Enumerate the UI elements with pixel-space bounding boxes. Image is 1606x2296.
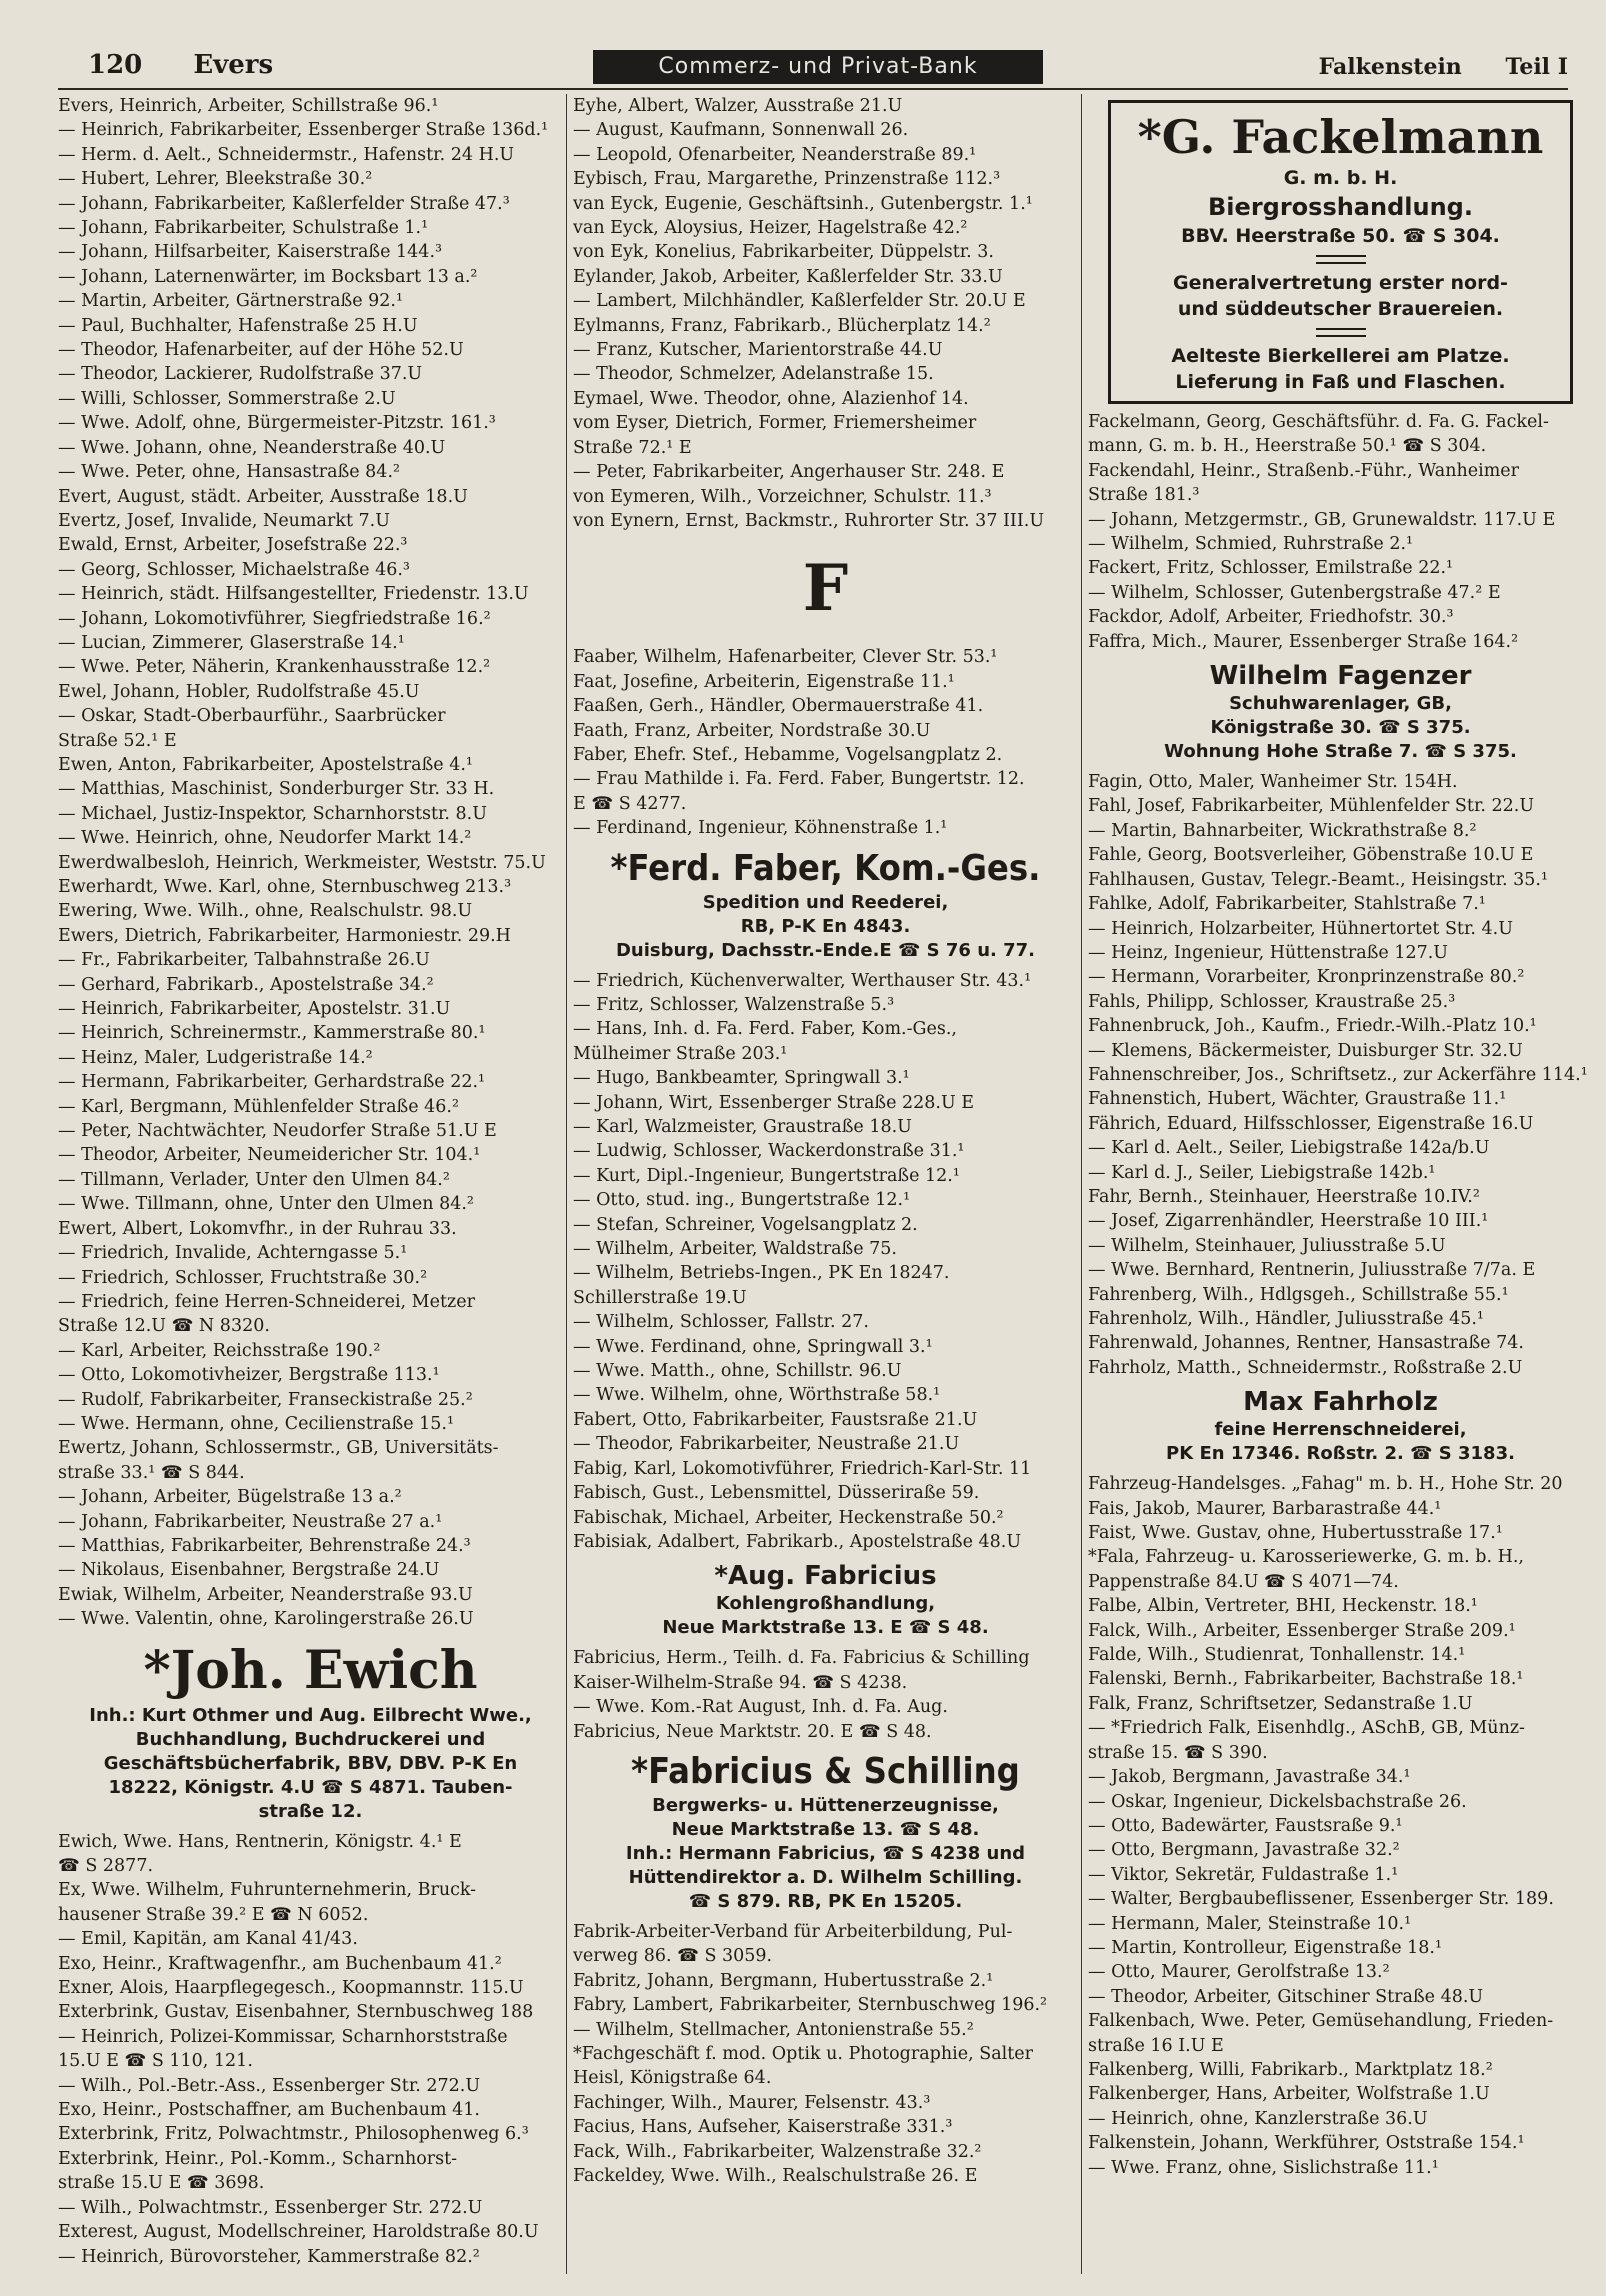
ad-lines	[1088, 1418, 1593, 1466]
directory-entry: — Wwe. Heinrich, ohne, Neudorfer Markt 14.²	[58, 828, 472, 849]
entry-list	[58, 1830, 563, 2269]
column-3	[1088, 94, 1593, 2274]
ad-line: und süddeutscher Brauereien.	[1177, 298, 1504, 320]
directory-entry: hausener Straße 39.² E ☎ N 6052.	[58, 1904, 369, 1925]
directory-entry: Exterbrink, Gustav, Eisenbahner, Sternbuschweg 188	[58, 2002, 534, 2023]
directory-entry: — Oskar, Stadt-Oberbaurführ., Saarbrücker	[58, 706, 446, 727]
directory-entry: — Fritz, Schlosser, Walzenstraße 5.³	[573, 994, 895, 1015]
directory-entry: Straße 12.U ☎ N 8320.	[58, 1316, 270, 1337]
ad-line: straße 12.	[258, 1800, 363, 1822]
directory-entry: — Hermann, Fabrikarbeiter, Gerhardstraße 22.¹	[58, 1072, 486, 1093]
directory-entry: — Otto, stud. ing., Bungertstraße 12.¹	[573, 1190, 911, 1211]
directory-entry: Eylander, Jakob, Arbeiter, Kaßlerfelder Str. 33.U	[573, 266, 1003, 287]
page-header	[58, 46, 1568, 86]
directory-entry: Fahrzeug-Handelsges. „Fahag" m. b. H., Hohe Str. 20	[1088, 1474, 1563, 1495]
directory-entry: Fack, Wilh., Fabrikarbeiter, Walzenstraße 32.²	[573, 2141, 982, 2162]
directory-entry: — Otto, Bergmann, Javastraße 32.²	[1088, 1840, 1400, 1861]
directory-entry: Fabisiak, Adalbert, Fabrikarb., Apostelstraße 48.U	[573, 1531, 1022, 1552]
directory-entry: — Josef, Zigarrenhändler, Heerstraße 10 III.¹	[1088, 1211, 1489, 1232]
directory-entry: Exterest, August, Modellschreiner, Haroldstraße 80.U	[58, 2222, 539, 2243]
directory-entry: Fackert, Fritz, Schlosser, Emilstraße 22.¹	[1088, 558, 1454, 579]
directory-page	[58, 46, 1588, 2276]
directory-entry: — Wwe. Tillmann, ohne, Unter den Ulmen 84.²	[58, 1194, 474, 1215]
directory-entry: Ex, Wwe. Wilhelm, Fuhrunternehmerin, Bruck-	[58, 1880, 477, 1901]
directory-entry: Fabig, Karl, Lokomotivführer, Friedrich-Karl-Str. 11	[573, 1458, 1032, 1479]
ad-faber	[573, 847, 1078, 963]
directory-entry: — Heinrich, Holzarbeiter, Hühnertortet Str. 4.U	[1088, 918, 1513, 939]
directory-entry: — Friedrich, Schlosser, Fruchtstraße 30.²	[58, 1267, 428, 1288]
directory-entry: — Peter, Nachtwächter, Neudorfer Straße 51.U E	[58, 1121, 497, 1142]
directory-entry: — Wilh., Pol.-Betr.-Ass., Essenberger Str. 272.U	[58, 2075, 481, 2096]
entry-list	[573, 1920, 1078, 2188]
entry-list	[58, 94, 563, 1632]
directory-entry: — Leopold, Ofenarbeiter, Neanderstraße 89.¹	[573, 144, 977, 165]
ad-title: *G. Fackelmann	[1137, 110, 1544, 164]
directory-entry: Faaßen, Gerh., Händler, Obermauerstraße 41.	[573, 696, 984, 717]
directory-entry: — Wwe. Wilhelm, ohne, Wörthstraße 58.¹	[573, 1385, 941, 1406]
ad-line: 18222, Königstr. 4.U ☎ S 4871. Tauben-	[108, 1776, 513, 1798]
directory-entry: — Otto, Lokomotivheizer, Bergstraße 113.¹	[58, 1365, 440, 1386]
directory-entry: — Karl d. J., Seiler, Liebigstraße 142b.¹	[1088, 1162, 1436, 1183]
ad-line: Inh.: Kurt Othmer und Aug. Eilbrecht Wwe.,	[89, 1704, 532, 1726]
directory-entry: — Wwe. Kom.-Rat August, Inh. d. Fa. Aug.	[573, 1697, 948, 1718]
ad-line: Neue Marktstraße 13. E ☎ S 48.	[662, 1617, 989, 1639]
ad-fagenzer	[1088, 660, 1593, 764]
directory-entry: — Wilhelm, Steinhauer, Juliusstraße 5.U	[1088, 1235, 1446, 1256]
directory-entry: — Kurt, Dipl.-Ingenieur, Bungertstraße 12.¹	[573, 1165, 960, 1186]
directory-entry: Fabisch, Gust., Lebensmittel, Düsseriraße 59.	[573, 1483, 980, 1504]
directory-entry: Ewering, Wwe. Wilh., ohne, Realschulstr. 98.U	[58, 901, 473, 922]
directory-entry: E ☎ S 4277.	[573, 793, 687, 814]
directory-entry: — Michael, Justiz-Inspektor, Scharnhorststr. 8.U	[58, 803, 487, 824]
directory-entry: Fackelmann, Georg, Geschäftsführ. d. Fa. G. Fackel-	[1088, 412, 1549, 432]
ad-line: Biergrosshandlung.	[1208, 193, 1473, 221]
header-right	[1283, 54, 1568, 80]
directory-entry: — Lambert, Milchhändler, Kaßlerfelder Str. 20.U E	[573, 291, 1026, 312]
ad-line: Hüttendirektor a. D. Wilhelm Schilling.	[628, 1866, 1023, 1888]
directory-entry: straße 15. ☎ S 390.	[1088, 1742, 1268, 1763]
directory-entry: — Ferdinand, Ingenieur, Köhnenstraße 1.¹	[573, 818, 948, 839]
directory-entry: *Fachgeschäft f. mod. Optik u. Photographie, Salter	[573, 2043, 1033, 2064]
ad-line: BBV. Heerstraße 50. ☎ S 304.	[1181, 225, 1500, 247]
directory-entry: — Martin, Bahnarbeiter, Wickrathstraße 8.²	[1088, 820, 1477, 841]
directory-entry: — Theodor, Fabrikarbeiter, Neustraße 21.U	[573, 1434, 960, 1455]
directory-entry: Eymael, Wwe. Theodor, ohne, Alazienhof 14.	[573, 388, 969, 409]
directory-entry: — Karl, Arbeiter, Reichsstraße 190.²	[58, 1340, 381, 1361]
part-label: Teil I	[1505, 54, 1568, 80]
directory-entry: — Heinrich, Fabrikarbeiter, Apostelstr. 31.U	[58, 999, 451, 1020]
directory-entry: Fahrenholz, Wilh., Händler, Juliusstraße 45.¹	[1088, 1309, 1484, 1329]
directory-entry: — Theodor, Schmelzer, Adelanstraße 15.	[573, 364, 934, 385]
entry-list	[1088, 410, 1593, 654]
directory-entry: — Karl, Walzmeister, Graustraße 18.U	[573, 1117, 912, 1137]
ad-title: Max Fahrholz	[1243, 1387, 1438, 1418]
directory-entry: — Heinrich, ohne, Kanzlerstraße 36.U	[1088, 2108, 1428, 2129]
directory-entry: straße 33.¹ ☎ S 844.	[58, 1462, 245, 1483]
directory-entry: Ewald, Ernst, Arbeiter, Josefstraße 22.³	[58, 535, 408, 556]
directory-entry: — Friedrich, feine Herren-Schneiderei, Metzer	[58, 1291, 475, 1312]
directory-entry: — Emil, Kapitän, am Kanal 41/43.	[58, 1929, 358, 1950]
ad-fabricius	[573, 1560, 1078, 1640]
directory-entry: — Friedrich, Küchenverwalter, Werthauser Str. 43.¹	[573, 970, 1032, 991]
directory-entry: Exo, Heinr., Postschaffner, am Buchenbaum 41.	[58, 2100, 480, 2121]
directory-entry: — Friedrich, Invalide, Achterngasse 5.¹	[58, 1243, 408, 1264]
directory-entry: — Martin, Kontrolleur, Eigenstraße 18.¹	[1088, 1937, 1443, 1958]
directory-entry: — Gerhard, Fabrikarb., Apostelstraße 34.²	[58, 974, 434, 995]
directory-entry: Pappenstraße 84.U ☎ S 4071—74.	[1088, 1571, 1399, 1592]
directory-entry: — Johann, Metzgermstr., GB, Grunewaldstr. 117.U E	[1088, 509, 1556, 530]
directory-entry: Falkenberger, Hans, Arbeiter, Wolfstraße 1.U	[1088, 2084, 1490, 2105]
ad-title: *Aug. Fabricius	[714, 1561, 937, 1592]
bank-banner: Commerz- und Privat-Bank	[593, 50, 1043, 84]
directory-entry: — Wwe. Hermann, ohne, Cecilienstraße 15.¹	[58, 1413, 454, 1434]
directory-entry: Ewert, Albert, Lokomvfhr., in der Ruhrau 33.	[58, 1218, 457, 1239]
directory-entry: Evers, Heinrich, Arbeiter, Schillstraße 96.¹	[58, 96, 439, 116]
directory-entry: Ewerhardt, Wwe. Karl, ohne, Sternbuschweg 213.³	[58, 877, 512, 897]
directory-entry: — Heinrich, Fabrikarbeiter, Essenberger Straße 136d.¹	[58, 120, 549, 141]
directory-entry: van Eyck, Aloysius, Heizer, Hagelstraße 42.²	[573, 218, 968, 239]
directory-entry: Eylmanns, Franz, Fabrikarb., Blücherplatz 14.²	[573, 315, 991, 336]
ad-title: *Ferd. Faber, Kom.-Ges.	[610, 847, 1041, 889]
directory-entry: Evertz, Josef, Invalide, Neumarkt 7.U	[58, 510, 390, 531]
directory-entry: Exner, Alois, Haarpflegegesch., Koopmannstr. 115.U	[58, 1978, 524, 1999]
separator	[1316, 328, 1366, 337]
directory-entry: straße 16 I.U E	[1088, 2035, 1224, 2056]
column-divider	[1081, 94, 1082, 2274]
directory-entry: *Fala, Fahrzeug- u. Karosseriewerke, G. m. b. H.,	[1088, 1547, 1524, 1568]
directory-entry: — Matthias, Maschinist, Sonderburger Str. 33 H.	[58, 779, 495, 800]
ad-line: G. m. b. H.	[1283, 167, 1398, 189]
ad-line: Neue Marktstraße 13. ☎ S 48.	[671, 1818, 980, 1840]
directory-entry: — Heinrich, Bürovorsteher, Kammerstraße 82.²	[58, 2246, 480, 2267]
directory-entry: 15.U E ☎ S 110, 121.	[58, 2051, 253, 2072]
ad-line: Lieferung in Faß und Flaschen.	[1175, 371, 1506, 393]
directory-entry: Fahnenschreiber, Jos., Schriftsetz., zur Ackerfähre 114.¹	[1088, 1064, 1588, 1085]
directory-entry: Fahrenberg, Wilh., Hdlgsgeh., Schillstraße 55.¹	[1088, 1284, 1509, 1305]
directory-entry: — Rudolf, Fabrikarbeiter, Franseckistraße 25.²	[58, 1389, 473, 1410]
directory-entry: — Franz, Kutscher, Marientorstraße 44.U	[573, 340, 943, 361]
head-word: Evers	[193, 50, 274, 80]
ad-line: PK En 17346. Roßstr. 2. ☎ S 3183.	[1166, 1443, 1515, 1465]
directory-entry: Fackendahl, Heinr., Straßenb.-Führ., Wanheimer	[1088, 460, 1520, 481]
directory-entry: Faath, Franz, Arbeiter, Nordstraße 30.U	[573, 720, 931, 741]
directory-entry: — *Friedrich Falk, Eisenhdlg., ASchB, GB, Münz-	[1088, 1718, 1525, 1739]
directory-entry: Fahnenstich, Hubert, Wächter, Graustraße 11.¹	[1088, 1089, 1507, 1110]
directory-entry: — Wwe. Matth., ohne, Schillstr. 96.U	[573, 1361, 902, 1382]
directory-entry: — Theodor, Arbeiter, Neumeidericher Str. 104.¹	[58, 1145, 481, 1166]
directory-entry: ☎ S 2877.	[58, 1856, 154, 1876]
directory-entry: Fabrik-Arbeiter-Verband für Arbeiterbildung, Pul-	[573, 1921, 1013, 1942]
directory-entry: — Heinrich, Schreinermstr., Kammerstraße 80.¹	[58, 1023, 486, 1044]
directory-entry: Falk, Franz, Schriftsetzer, Sedanstraße 1.U	[1088, 1693, 1473, 1714]
ad-lines	[573, 1794, 1078, 1914]
entry-list	[573, 1646, 1078, 1744]
directory-entry: Fackeldey, Wwe. Wilh., Realschulstraße 26. E	[573, 2166, 978, 2186]
directory-entry: Fahle, Georg, Bootsverleiher, Göbenstraße 10.U E	[1088, 845, 1534, 866]
directory-entry: Straße 52.¹ E	[58, 730, 177, 751]
directory-entry: — Oskar, Ingenieur, Dickelsbachstraße 26.	[1088, 1791, 1467, 1812]
ad-line: Kohlengroßhandlung,	[715, 1593, 936, 1615]
directory-entry: — Nikolaus, Eisenbahner, Bergstraße 24.U	[58, 1560, 440, 1581]
directory-entry: — Fr., Fabrikarbeiter, Talbahnstraße 26.U	[58, 950, 430, 971]
directory-entry: — Wilhelm, Stellmacher, Antonienstraße 55.²	[573, 2019, 974, 2040]
directory-entry: — Wwe. Franz, ohne, Sislichstraße 11.¹	[1088, 2157, 1439, 2178]
directory-entry: — Heinz, Maler, Ludgeristraße 14.²	[58, 1047, 373, 1068]
ad-title: Wilhelm Fagenzer	[1209, 661, 1472, 692]
directory-entry: Fährich, Eduard, Hilfsschlosser, Eigenstraße 16.U	[1088, 1113, 1534, 1134]
directory-entry: — Willi, Schlosser, Sommerstraße 2.U	[58, 388, 396, 409]
directory-entry: Fahr, Bernh., Steinhauer, Heerstraße 10.IV.²	[1088, 1186, 1480, 1207]
page-number: 120	[88, 50, 143, 80]
ad-title: *Joh. Ewich	[143, 1639, 478, 1701]
directory-entry: Fahlke, Adolf, Fabrikarbeiter, Stahlstraße 7.¹	[1088, 894, 1486, 915]
directory-entry: Fahnenbruck, Joh., Kaufm., Friedr.-Wilh.-Platz 10.¹	[1088, 1016, 1537, 1037]
directory-entry: Ewiak, Wilhelm, Arbeiter, Neanderstraße 93.U	[58, 1584, 473, 1605]
directory-entry: Eyhe, Albert, Walzer, Ausstraße 21.U	[573, 96, 903, 116]
ad-line: Spedition und Reederei,	[702, 891, 949, 913]
directory-entry: — Johann, Fabrikarbeiter, Schulstraße 1.¹	[58, 218, 429, 239]
ad-fackelmann	[1108, 100, 1573, 404]
entry-list	[573, 94, 1078, 533]
ad-line: Wohnung Hohe Straße 7. ☎ S 375.	[1164, 741, 1517, 763]
directory-entry: Ewich, Wwe. Hans, Rentnerin, Königstr. 4.¹ E	[58, 1831, 462, 1852]
column-divider	[566, 94, 567, 2274]
directory-entry: Fagin, Otto, Maler, Wanheimer Str. 154H.	[1088, 772, 1458, 793]
directory-entry: Faber, Ehefr. Stef., Hebamme, Vogelsangplatz 2.	[573, 744, 1003, 765]
directory-entry: — Wilh., Polwachtmstr., Essenberger Str. 272.U	[58, 2197, 483, 2218]
directory-entry: straße 15.U E ☎ 3698.	[58, 2173, 265, 2194]
directory-entry: — Wilhelm, Schmied, Ruhrstraße 2.¹	[1088, 534, 1414, 555]
directory-entry: — Karl d. Aelt., Seiler, Liebigstraße 142a/b.U	[1088, 1138, 1490, 1159]
entry-list	[1088, 1472, 1593, 2180]
directory-entry: Fahlhausen, Gustav, Telegr.-Beamt., Heisingstr. 35.¹	[1088, 869, 1548, 890]
directory-entry: Mülheimer Straße 203.¹	[573, 1043, 788, 1064]
directory-entry: — Wilhelm, Schlosser, Fallstr. 27.	[573, 1312, 869, 1333]
directory-entry: — Jakob, Bergmann, Javastraße 34.¹	[1088, 1767, 1411, 1788]
end-word: Falkenstein	[1318, 54, 1462, 80]
directory-entry: Fabricius, Neue Marktstr. 20. E ☎ S 48.	[573, 1721, 932, 1742]
directory-entry: — Peter, Fabrikarbeiter, Angerhauser Str. 248. E	[573, 462, 1005, 483]
directory-entry: — Wwe. Peter, Näherin, Krankenhausstraße 12.²	[58, 657, 491, 678]
directory-entry: — Herm. d. Aelt., Schneidermstr., Hafenstr. 24 H.U	[58, 144, 515, 165]
directory-entry: Straße 181.³	[1088, 485, 1200, 506]
directory-entry: Straße 72.¹ E	[573, 437, 692, 458]
ad-line: Inh.: Hermann Fabricius, ☎ S 4238 und	[625, 1842, 1026, 1864]
directory-entry: Faaber, Wilhelm, Hafenarbeiter, Clever Str. 53.¹	[573, 647, 998, 668]
directory-entry: Exterbrink, Fritz, Polwachtmstr., Philosophenweg 6.³	[58, 2124, 529, 2145]
ad-line: Duisburg, Dachsstr.-Ende.E ☎ S 76 u. 77.	[615, 939, 1036, 961]
directory-entry: Fais, Jakob, Maurer, Barbarastraße 44.¹	[1088, 1498, 1442, 1519]
directory-entry: Schillerstraße 19.U	[573, 1287, 747, 1308]
directory-entry: — Frau Mathilde i. Fa. Ferd. Faber, Bungertstr. 12.	[573, 769, 1025, 790]
directory-entry: van Eyck, Eugenie, Geschäftsinh., Gutenbergstr. 1.¹	[573, 193, 1033, 214]
directory-entry: — Hermann, Maler, Steinstraße 10.¹	[1088, 1913, 1412, 1934]
directory-entry: Heisl, Königstraße 64.	[573, 2068, 772, 2089]
directory-entry: — Klemens, Bäckermeister, Duisburger Str. 32.U	[1088, 1040, 1523, 1061]
directory-entry: Eybisch, Frau, Margarethe, Prinzenstraße 112.³	[573, 169, 1001, 190]
directory-entry: Ewerdwalbesloh, Heinrich, Werkmeister, Weststr. 75.U	[58, 852, 546, 873]
directory-entry: — Theodor, Arbeiter, Gitschiner Straße 48.U	[1088, 1986, 1484, 2007]
directory-entry: — Theodor, Lackierer, Rudolfstraße 37.U	[58, 364, 423, 385]
directory-entry: Fabischak, Michael, Arbeiter, Heckenstraße 50.²	[573, 1507, 1004, 1528]
header-left	[88, 50, 315, 80]
ad-line: Aelteste Bierkellerei am Platze.	[1171, 345, 1510, 367]
directory-entry: — Hermann, Vorarbeiter, Kronprinzenstraße 80.²	[1088, 967, 1525, 988]
directory-entry: Fackdor, Adolf, Arbeiter, Friedhofstr. 30.³	[1088, 607, 1454, 628]
section-letter: F	[802, 551, 849, 627]
directory-entry: — Heinrich, städt. Hilfsangestellter, Friedenstr. 13.U	[58, 584, 529, 605]
entry-list	[573, 645, 1078, 840]
directory-entry: Fabry, Lambert, Fabrikarbeiter, Sternbuschweg 196.²	[573, 1995, 1048, 2016]
directory-entry: — Johann, Arbeiter, Bügelstraße 13 a.²	[58, 1487, 402, 1508]
directory-entry: Ewertz, Johann, Schlossermstr., GB, Universitäts-	[58, 1438, 499, 1459]
directory-entry: — Matthias, Fabrikarbeiter, Behrenstraße 24.³	[58, 1535, 471, 1556]
directory-entry: Ewen, Anton, Fabrikarbeiter, Apostelstraße 4.¹	[58, 754, 473, 775]
directory-entry: Exo, Heinr., Kraftwagenfhr., am Buchenbaum 41.²	[58, 1953, 502, 1974]
ad-title: *Fabricius & Schilling	[631, 1750, 1020, 1792]
directory-entry: — Stefan, Schreiner, Vogelsangplatz 2.	[573, 1214, 918, 1235]
directory-entry: Falde, Wilh., Studienrat, Tonhallenstr. 14.¹	[1088, 1645, 1466, 1666]
directory-entry: — Theodor, Hafenarbeiter, auf der Höhe 52.U	[58, 340, 464, 361]
directory-entry: — Martin, Arbeiter, Gärtnerstraße 92.¹	[58, 291, 403, 312]
directory-entry: — Hubert, Lehrer, Bleekstraße 30.²	[58, 169, 373, 190]
directory-entry: Facius, Hans, Aufseher, Kaiserstraße 331.³	[573, 2117, 953, 2138]
directory-entry: Falkenbach, Wwe. Peter, Gemüsehandlung, Frieden-	[1088, 2011, 1554, 2032]
directory-entry: — Hugo, Bankbeamter, Springwall 3.¹	[573, 1068, 910, 1089]
directory-entry: — Tillmann, Verlader, Unter den Ulmen 84.²	[58, 1169, 450, 1190]
directory-entry: Falbe, Albin, Vertreter, BHI, Heckenstr. 18.¹	[1088, 1596, 1478, 1617]
ad-line: ☎ S 879. RB, PK En 15205.	[688, 1890, 963, 1912]
directory-entry: Fahl, Josef, Fabrikarbeiter, Mühlenfelder Str. 22.U	[1088, 796, 1535, 817]
directory-entry: — Heinrich, Polizei-Kommissar, Scharnhorststraße	[58, 2026, 508, 2047]
directory-entry: Faffra, Mich., Maurer, Essenberger Straße 164.²	[1088, 631, 1519, 652]
directory-entry: verweg 86. ☎ S 3059.	[573, 1946, 773, 1967]
ad-line: Königstraße 30. ☎ S 375.	[1210, 717, 1471, 739]
directory-entry: — August, Kaufmann, Sonnenwall 26.	[573, 120, 909, 141]
ad-lines	[573, 1592, 1078, 1640]
ad-fahrholz	[1088, 1386, 1593, 1466]
ad-line: Bergwerks- u. Hüttenerzeugnisse,	[652, 1794, 999, 1816]
directory-entry: — Karl, Bergmann, Mühlenfelder Straße 46.²	[58, 1096, 460, 1117]
directory-entry: — Johann, Fabrikarbeiter, Kaßlerfelder Straße 47.³	[58, 193, 510, 214]
ad-ewich	[58, 1638, 563, 1824]
directory-entry: Evert, August, städt. Arbeiter, Ausstraße 18.U	[58, 486, 468, 507]
directory-entry: Fabricius, Herm., Teilh. d. Fa. Fabricius & Schilling	[573, 1648, 1030, 1669]
directory-entry: — Wilhelm, Betriebs-Ingen., PK En 18247.	[573, 1263, 950, 1284]
directory-entry: Faat, Josefine, Arbeiterin, Eigenstraße 11.¹	[573, 671, 955, 692]
directory-entry: — Otto, Badewärter, Faustsraße 9.¹	[1088, 1815, 1403, 1836]
directory-entry: — Wwe. Adolf, ohne, Bürgermeister-Pitzstr. 161.³	[58, 413, 496, 434]
ad-line: feine Herrenschneiderei,	[1214, 1419, 1467, 1441]
directory-entry: — Lucian, Zimmerer, Glaserstraße 14.¹	[58, 632, 405, 653]
ad-lines	[58, 1704, 563, 1824]
entry-list	[573, 969, 1078, 1555]
directory-entry: Exterbrink, Heinr., Pol.-Komm., Scharnhorst-	[58, 2148, 458, 2169]
directory-entry: — Viktor, Sekretär, Fuldastraße 1.¹	[1088, 1864, 1399, 1885]
directory-entry: — Wwe. Bernhard, Rentnerin, Juliusstraße 7/7a. E	[1088, 1260, 1536, 1281]
directory-entry: von Eymeren, Wilh., Vorzeichner, Schulstr. 11.³	[573, 486, 992, 507]
directory-entry: — Heinz, Ingenieur, Hüttenstraße 127.U	[1088, 942, 1449, 963]
directory-entry: — Walter, Bergbaubeflissener, Essenberger Str. 189.	[1088, 1889, 1554, 1910]
directory-entry: — Paul, Buchhalter, Hafenstraße 25 H.U	[58, 315, 418, 336]
directory-entry: mann, G. m. b. H., Heerstraße 50.¹ ☎ S 304.	[1088, 436, 1487, 457]
directory-entry: Falenski, Bernh., Fabrikarbeiter, Bachstraße 18.¹	[1088, 1669, 1524, 1690]
directory-entry: — Hans, Inh. d. Fa. Ferd. Faber, Kom.-Ges.,	[573, 1019, 957, 1040]
directory-entry: Fahrholz, Matth., Schneidermstr., Roßstraße 2.U	[1088, 1357, 1523, 1378]
directory-entry: — Wwe. Ferdinand, ohne, Springwall 3.¹	[573, 1336, 933, 1357]
ad-line: Generalvertretung erster nord-	[1173, 272, 1508, 294]
directory-entry: Falkenberg, Willi, Fabrikarb., Marktplatz 18.²	[1088, 2059, 1493, 2080]
directory-entry: Ewers, Dietrich, Fabrikarbeiter, Harmoniestr. 29.H	[58, 925, 511, 946]
directory-entry: — Wilhelm, Arbeiter, Waldstraße 75.	[573, 1239, 897, 1260]
directory-entry: — Johann, Fabrikarbeiter, Neustraße 27 a.¹	[58, 1511, 443, 1532]
column-2	[573, 94, 1078, 2274]
directory-entry: Falkenstein, Johann, Werkführer, Oststraße 154.¹	[1088, 2133, 1525, 2154]
directory-entry: — Johann, Laternenwärter, im Bocksbart 13 a.²	[58, 266, 478, 287]
column-1	[58, 94, 563, 2274]
ad-line: Geschäftsbücherfabrik, BBV, DBV. P-K En	[103, 1752, 518, 1774]
directory-entry: Faist, Wwe. Gustav, ohne, Hubertusstraße 17.¹	[1088, 1523, 1503, 1544]
directory-entry: — Georg, Schlosser, Michaelstraße 46.³	[58, 559, 410, 580]
directory-entry: Ewel, Johann, Hobler, Rudolfstraße 45.U	[58, 681, 420, 702]
directory-entry: Fahls, Philipp, Schlosser, Kraustraße 25.³	[1088, 991, 1456, 1012]
entry-list	[1088, 770, 1593, 1380]
directory-entry: — Wilhelm, Schlosser, Gutenbergstraße 47.² E	[1088, 582, 1501, 603]
ad-line: RB, P-K En 4843.	[740, 915, 911, 937]
directory-entry: von Eyk, Konelius, Fabrikarbeiter, Düppelstr. 3.	[573, 242, 994, 263]
ad-line: Schuhwarenlager, GB,	[1229, 693, 1452, 715]
directory-entry: Kaiser-Wilhelm-Straße 94. ☎ S 4238.	[573, 1672, 908, 1693]
directory-entry: Falck, Wilh., Arbeiter, Essenberger Straße 209.¹	[1088, 1620, 1516, 1641]
ad-lines	[573, 891, 1078, 963]
directory-entry: — Ludwig, Schlosser, Wackerdonstraße 31.¹	[573, 1141, 965, 1162]
directory-entry: — Wwe. Johann, ohne, Neanderstraße 40.U	[58, 437, 446, 458]
directory-entry: Fahrenwald, Johannes, Rentner, Hansastraße 74.	[1088, 1333, 1524, 1354]
directory-entry: vom Eyser, Dietrich, Former, Friemersheimer	[573, 413, 977, 434]
directory-entry: — Johann, Wirt, Essenberger Straße 228.U E	[573, 1092, 975, 1113]
separator	[1316, 255, 1366, 264]
ad-fabricius-schilling	[573, 1750, 1078, 1914]
directory-entry: von Eynern, Ernst, Backmstr., Ruhrorter Str. 37 III.U	[573, 510, 1045, 531]
directory-entry: Fachinger, Wilh., Maurer, Felsenstr. 43.³	[573, 2092, 931, 2113]
ad-lines	[1088, 692, 1593, 764]
directory-entry: — Wwe. Peter, ohne, Hansastraße 84.²	[58, 462, 401, 483]
directory-entry: Fabert, Otto, Fabrikarbeiter, Faustsraße 21.U	[573, 1409, 978, 1430]
directory-entry: Fabritz, Johann, Bergmann, Hubertusstraße 2.¹	[573, 1970, 994, 1991]
directory-entry: — Johann, Hilfsarbeiter, Kaiserstraße 144.³	[58, 242, 443, 263]
directory-entry: — Otto, Maurer, Gerolfstraße 13.²	[1088, 1962, 1390, 1983]
directory-entry: — Wwe. Valentin, ohne, Karolingerstraße 26.U	[58, 1609, 474, 1630]
header-rule	[58, 88, 1568, 90]
directory-entry: — Johann, Lokomotivführer, Siegfriedstraße 16.²	[58, 608, 491, 629]
ad-line: Buchhandlung, Buchdruckerei und	[135, 1728, 486, 1750]
